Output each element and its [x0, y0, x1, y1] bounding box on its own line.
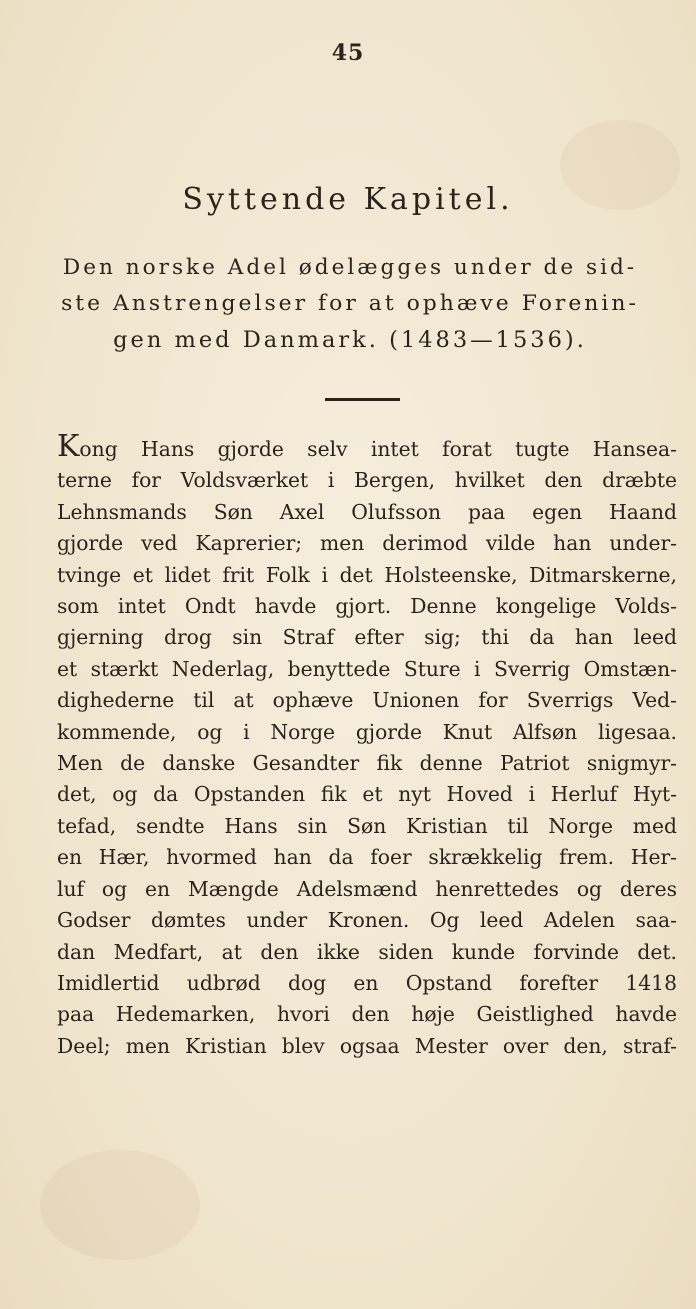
body-line: paa Hedemarken, hvori den høje Geistlighed havde — [57, 1002, 677, 1027]
subtitle-line: Den norske Adel ødelægges under de sid- — [62, 255, 638, 280]
body-line: Deel; men Kristian blev ogsaa Mester over den, straf- — [57, 1033, 677, 1058]
body-line: som intet Ondt havde gjort. Denne kongelige Volds- — [57, 594, 677, 619]
body-line: tefad, sendte Hans sin Søn Kristian til Norge med — [57, 813, 677, 838]
body-text — [57, 429, 678, 1062]
body-line: gjorde ved Kaprerier; men derimod vilde han under- — [57, 531, 677, 556]
body-line: Lehnsmands Søn Axel Olufsson paa egen Haand — [57, 499, 677, 524]
subtitle-line: gen med Danmark. (1483—1536). — [113, 327, 587, 353]
body-line: det, og da Opstanden fik et nyt Hoved i Herluf Hyt- — [57, 782, 677, 807]
initial-letter: K — [57, 429, 80, 464]
body-line: Imidlertid udbrød dog en Opstand forefter 1418 — [57, 970, 677, 995]
chapter-subtitle — [60, 250, 640, 358]
paper-stain — [40, 1150, 200, 1260]
body-line: terne for Voldsværket i Bergen, hvilket den dræbte — [57, 468, 677, 493]
body-line: gjerning drog sin Straf efter sig; thi da han leed — [57, 625, 677, 650]
body-line: dan Medfart, at den ikke siden kunde forvinde det. — [57, 939, 677, 964]
body-line: en Hær, hvormed han da foer skrækkelig frem. Her- — [57, 845, 677, 870]
subtitle-line: ste Anstrengelser for at ophæve Forenin- — [61, 291, 639, 316]
body-line: Godser dømtes under Kronen. Og leed Adelen saa- — [57, 908, 677, 933]
body-line: kommende, og i Norge gjorde Knut Alfsøn ligesaa. — [57, 719, 677, 744]
body-line: luf og en Mængde Adelsmænd henrettedes og deres — [57, 876, 677, 901]
section-divider — [325, 398, 400, 401]
page-number: 45 — [331, 40, 365, 66]
body-line — [57, 429, 678, 465]
first-line-rest: gjorde selv intet forat tugte Hansea- — [194, 437, 678, 461]
body-line: Men de danske Gesandter fik denne Patriot snigmyr- — [57, 751, 677, 776]
chapter-title: Syttende Kapitel. — [182, 182, 514, 217]
body-line: et stærkt Nederlag, benyttede Sture i Sverrig Omstæn- — [57, 656, 677, 681]
body-line: tvinge et lidet frit Folk i det Holsteenske, Ditmarskerne, — [57, 562, 677, 587]
first-word-rest: ong Hans — [79, 437, 195, 461]
body-line: dighederne til at ophæve Unionen for Sverrigs Ved- — [57, 688, 677, 713]
